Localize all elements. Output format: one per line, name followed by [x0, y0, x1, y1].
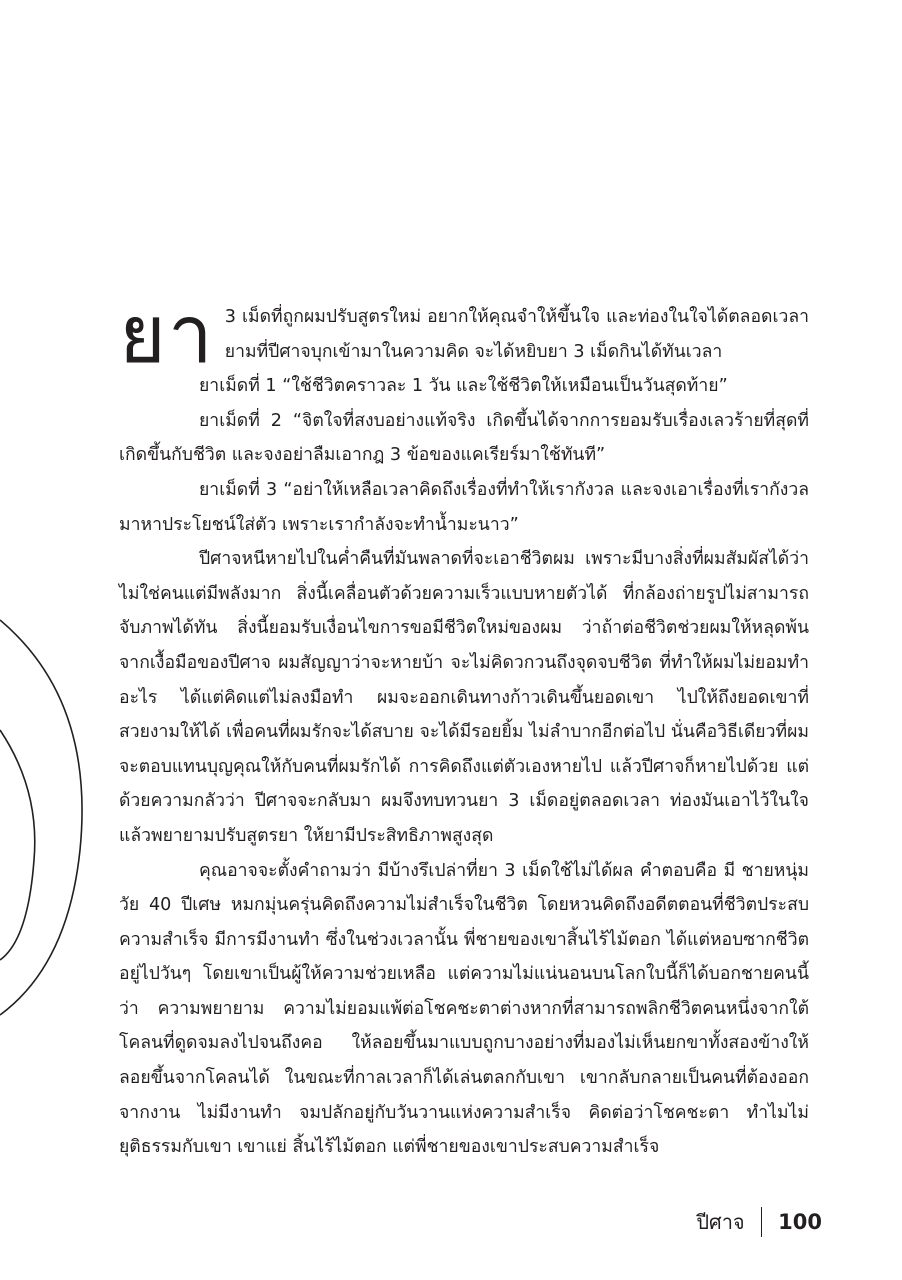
paragraph-pill-1: ยาเม็ดที่ 1 “ใช้ชีวิตคราวละ 1 วัน และใช้ชีวิตให้เหมือนเป็นวันสุดท้าย”: [199, 376, 728, 397]
paragraph-question: คุณอาจจะตั้งคำถามว่า มีบ้างรึเปล่าที่ยา 3 เม็ดใช้ไม่ได้ผล คำตอบคือ มี ชายหนุ่มวัย 40 ปีเศษ หมกมุ่นครุ่นคิดถึงความไม่สำเร็จในชีวิต โดยหวนคิดถึงอดีตตอนที่ชีวิตประสบความสำเร็จ มีการมีงานทำ ซึ่งในช่วงเวลานั้น พี่ชายของเขาสิ้นไร้ไม้ตอก ได้แต่หอบซากชีวิตอยู่ไปวันๆ โดยเขาเป็นผู้ให้ความช่วยเหลือ แต่ความไม่แน่นอนบนโลกใบนี้ก็ได้บอกชายคนนี้ว่า ความพยายาม ความไม่ยอมแพ้ต่อโชคชะตาต่างหากที่สามารถพลิกชีวิตคนหนึ่งจากใต้โคลนที่ดูดจมลงไปจนถึงคอ ให้ลอยขึ้นมาแบบถูกบางอย่างที่มองไม่เห็นยกขาทั้งสองข้างให้ลอยขึ้นจากโคลนได้ ในขณะที่กาลเวลาก็ได้เล่นตลกกับเขา เขากลับกลายเป็นคนที่ต้องออกจากงาน ไม่มีงานทำ จมปลักอยู่กับวันวานแห่งความสำเร็จ คิดต่อว่าโชคชะตา ทำไมไม่ยุติธรรมกับเขา เขาแย่ สิ้นไร้ไม้ตอก แต่พี่ชายของเขาประสบความสำเร็จ: [119, 860, 809, 1158]
drop-cap: ยา: [119, 288, 215, 381]
paragraph-pill-2: ยาเม็ดที่ 2 “จิตใจที่สงบอย่างแท้จริง เกิดขึ้นได้จากการยอมรับเรื่องเลวร้ายที่สุดที่เกิดขึ้นกับชีวิต และจงอย่าลืมเอากฎ 3 ข้อของแคเรียร์มาใช้ทันที”: [119, 410, 809, 466]
page-number: 100: [778, 1210, 822, 1234]
paragraph-pill-3: ยาเม็ดที่ 3 “อย่าให้เหลือเวลาคิดถึงเรื่องที่ทำให้เรากังวล และจงเอาเรื่องที่เรากังวลมาหาประโยชน์ใส่ตัว เพราะเรากำลังจะทำน้ำมะนาว”: [119, 479, 809, 535]
paragraph-demon: ปีศาจหนีหายไปในค่ำคืนที่มันพลาดที่จะเอาชีวิตผม เพราะมีบางสิ่งที่ผมสัมผัสได้ว่า ไม่ใช่คนแต่มีพลังมาก สิ่งนี้เคลื่อนตัวด้วยความเร็วแบบหายตัวได้ ที่กล้องถ่ายรูปไม่สามารถจับภาพได้ทัน สิ่งนี้ยอมรับเงื่อนไขการขอมีชีวิตใหม่ของผม ว่าถ้าต่อชีวิตช่วยผมให้หลุดพ้นจากเงื้อมือของปีศาจ ผมสัญญาว่าจะหายบ้า จะไม่คิดวกวนถึงจุดจบชีวิต ที่ทำให้ผมไม่ยอมทำอะไร ได้แต่คิดแต่ไม่ลงมือทำ ผมจะออกเดินทางก้าวเดินขึ้นยอดเขา ไปให้ถึงยอดเขาที่สวยงามให้ได้ เพื่อคนที่ผมรักจะได้สบาย จะได้มีรอยยิ้ม ไม่ลำบากอีกต่อไป นั่นคือวิธีเดียวที่ผมจะตอบแทนบุญคุณให้กับคนที่ผมรักได้ การคิดถึงแต่ตัวเองหายไป แล้วปีศาจก็หายไปด้วย แต่ด้วยความกลัวว่า ปีศาจจะกลับมา ผมจึงทบทวนยา 3 เม็ดอยู่ตลอดเวลา ท่องมันเอาไว้ในใจ แล้วพยายามปรับสูตรยา ให้ยามีประสิทธิภาพสูงสุด: [119, 549, 809, 846]
page-footer: [0, 1202, 822, 1242]
footer-divider: [761, 1207, 763, 1237]
book-title: ปีศาจ: [696, 1210, 745, 1234]
paragraph-text: 3 เม็ดที่ถูกผมปรับสูตรใหม่ อยากให้คุณจำให้ขึ้นใจ และท่องในใจได้ตลอดเวลา ยามที่ปีศาจบุกเข้ามาในความคิด จะได้หยิบยา 3 เม็ดกินได้ทันเวลา: [224, 307, 809, 362]
body-text: [119, 288, 809, 1165]
paragraph-intro: [119, 288, 809, 381]
